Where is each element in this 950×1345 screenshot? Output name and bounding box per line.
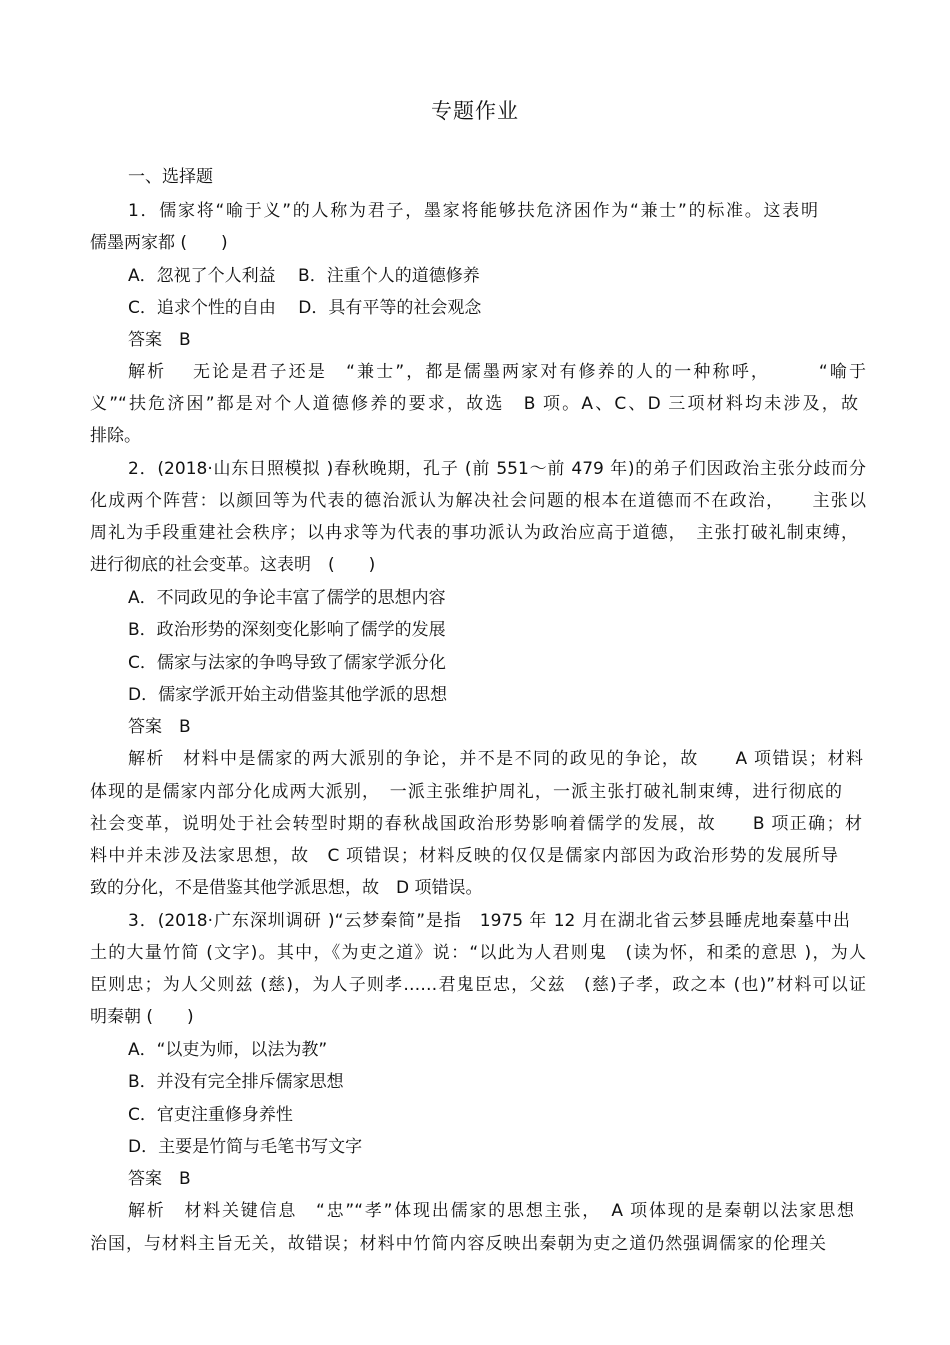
q3-analysis-line: 治国，与材料主旨无关，故错误；材料中竹简内容反映出秦朝为吏之道仍然强调儒家的伦理关 [90, 1234, 826, 1254]
q2-option-line: B．政治形势的深刻变化影响了儒学的发展 [128, 620, 446, 640]
q2-option-line: D．儒家学派开始主动借鉴其他学派的思想 [128, 685, 448, 705]
q2-stem-line: 进行彻底的社会变革。这表明 ( ) [90, 555, 376, 575]
page-title: 专题作业 [431, 99, 519, 123]
q1-analysis-line: 解析 无论是君子还是 “兼士”，都是儒墨两家对有修养的人的一种称呼， “喻于 [128, 362, 866, 382]
q3-option-line: A．“以吏为师，以法为教” [128, 1040, 328, 1060]
section-heading: 一、选择题 [128, 167, 213, 187]
q2-analysis-line: 体现的是儒家内部分化成两大派别， 一派主张维护周礼，一派主张打破礼制束缚，进行彻底的 [90, 782, 842, 802]
q1-stem-line: 儒墨两家都 ( ) [90, 233, 228, 253]
q1-option-line: A．忽视了个人利益 B．注重个人的道德修养 [128, 266, 480, 286]
q2-stem-line: 周礼为手段重建社会秩序；以冉求等为代表的事功派认为政治应高于道德， 主张打破礼制束缚， [90, 523, 858, 543]
q2-analysis-line: 社会变革，说明处于社会转型时期的春秋战国政治形势影响着儒学的发展，故 B 项正确；材 [90, 814, 862, 834]
q3-stem-line: 明秦朝 ( ) [90, 1007, 194, 1027]
q2-option-line: A．不同政见的争论丰富了儒学的思想内容 [128, 588, 446, 608]
q3-stem-line: 3．(2018·广东深圳调研 )“云梦秦简”是指 1975 年 12 月在湖北省云梦县睡虎地秦墓中出 [128, 911, 850, 931]
q3-analysis-line: 解析 材料关键信息 “忠”“孝”体现出儒家的思想主张， A 项体现的是秦朝以法家思想 [128, 1201, 854, 1221]
q3-stem-line: 臣则忠；为人父则兹 (慈)，为人子则孝……君鬼臣忠，父兹 (慈)子孝，政之本 (也)”材料可以证 [90, 975, 866, 995]
q2-stem-line: 化成两个阵营：以颜回等为代表的德治派认为解决社会问题的根本在道德而不在政治， 主张以 [90, 491, 866, 511]
q3-option-line: D．主要是竹简与毛笔书写文字 [128, 1137, 363, 1157]
q2-option-line: C．儒家与法家的争鸣导致了儒家学派分化 [128, 653, 446, 673]
q2-analysis-line: 料中并未涉及法家思想，故 C 项错误；材料反映的仅仅是儒家内部因为政治形势的发展所导 [90, 846, 838, 866]
q3-answer: 答案 B [128, 1169, 191, 1189]
q3-option-line: B．并没有完全排斥儒家思想 [128, 1072, 344, 1092]
q1-analysis-line: 义”“扶危济困”都是对个人道德修养的要求，故选 B 项。A、C、D 三项材料均未涉及，故 [90, 394, 858, 414]
q2-answer: 答案 B [128, 717, 191, 737]
q3-stem-line: 土的大量竹简 (文字)。其中，《为吏之道》说：“以此为人君则鬼 (读为怀，和柔的意思 )，为人 [90, 943, 866, 963]
q2-analysis-line: 解析 材料中是儒家的两大派别的争论，并不是不同的政见的争论，故 A 项错误；材料 [128, 749, 863, 769]
q1-answer: 答案 B [128, 330, 191, 350]
q1-analysis-line: 排除。 [90, 426, 141, 446]
q2-stem-line: 2．(2018·山东日照模拟 )春秋晚期，孔子 (前 551～前 479 年)的弟子们因政治主张分歧而分 [128, 459, 866, 479]
q1-stem-line: 1．儒家将“喻于义”的人称为君子，墨家将能够扶危济困作为“兼士”的标准。这表明 [128, 201, 818, 221]
q3-option-line: C．官吏注重修身养性 [128, 1105, 293, 1125]
q2-analysis-line: 致的分化，不是借鉴其他学派思想，故 D 项错误。 [90, 878, 483, 898]
q1-option-line: C．追求个性的自由 D．具有平等的社会观念 [128, 298, 482, 318]
